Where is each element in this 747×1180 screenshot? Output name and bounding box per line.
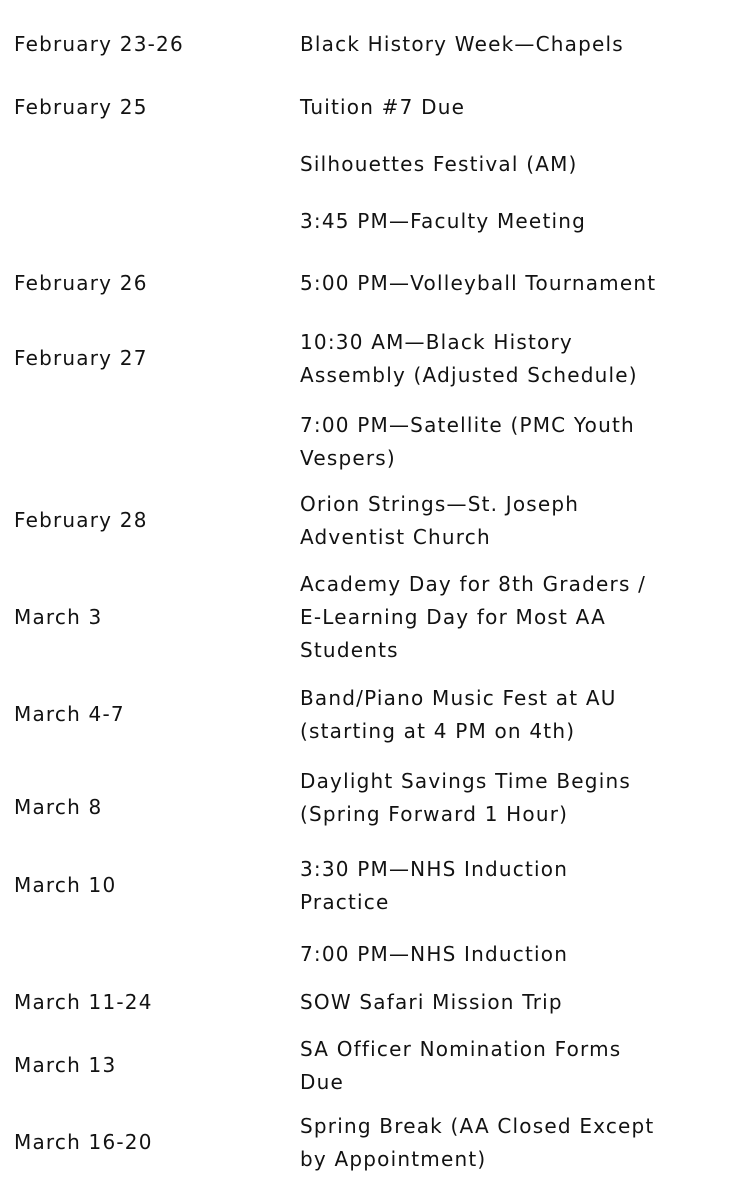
event-line: 10:30 AM—Black History xyxy=(300,329,573,354)
event-line: Orion Strings—St. Joseph xyxy=(300,491,580,516)
date-cell xyxy=(0,560,300,675)
calendar-row xyxy=(0,481,747,560)
event-line: Band/Piano Music Fest at AU xyxy=(300,685,617,710)
event-line: 5:00 PM—Volleyball Tournament xyxy=(300,270,657,295)
calendar-row xyxy=(0,841,747,930)
date-cell xyxy=(0,251,300,315)
event-line: (starting at 4 PM on 4th) xyxy=(300,718,576,743)
date-cell xyxy=(0,930,300,978)
date-cell xyxy=(0,1026,300,1105)
calendar-row xyxy=(0,754,747,841)
event-line: SOW Safari Mission Trip xyxy=(300,989,563,1014)
event-cell xyxy=(300,675,747,754)
event-cell xyxy=(300,315,747,402)
event-line: Practice xyxy=(300,889,390,914)
date-cell xyxy=(0,481,300,560)
date-label: March 16-20 xyxy=(14,1130,153,1154)
date-label: March 10 xyxy=(14,873,117,897)
event-line: (Spring Forward 1 Hour) xyxy=(300,801,569,826)
event-line: Academy Day for 8th Graders / xyxy=(300,572,647,596)
date-label: March 13 xyxy=(14,1053,117,1077)
event-line: by Appointment) xyxy=(300,1146,487,1171)
calendar-row xyxy=(0,77,747,137)
calendar-row xyxy=(0,251,747,315)
event-line: Assembly (Adjusted Schedule) xyxy=(300,362,638,387)
date-cell xyxy=(0,841,300,930)
date-label: February 26 xyxy=(14,270,148,295)
event-line: E-Learning Day for Most AA xyxy=(300,605,606,629)
event-line: 3:30 PM—NHS Induction xyxy=(300,856,569,881)
event-cell xyxy=(300,560,747,675)
calendar-row xyxy=(0,675,747,754)
event-cell xyxy=(300,191,747,251)
event-cell xyxy=(300,77,747,137)
date-cell xyxy=(0,191,300,251)
event-cell xyxy=(300,251,747,315)
event-cell xyxy=(300,841,747,930)
date-cell xyxy=(0,137,300,191)
event-cell xyxy=(300,481,747,560)
date-label: March 11-24 xyxy=(14,989,153,1014)
date-label: February 28 xyxy=(14,508,148,532)
event-line: 7:00 PM—NHS Induction xyxy=(300,941,569,966)
event-cell xyxy=(300,137,747,191)
event-cell xyxy=(300,754,747,841)
calendar-row xyxy=(0,0,747,77)
event-cell xyxy=(300,930,747,978)
date-cell xyxy=(0,978,300,1026)
event-cell xyxy=(300,978,747,1026)
date-label: February 23-26 xyxy=(14,32,184,56)
event-cell xyxy=(300,1026,747,1105)
calendar-row xyxy=(0,560,747,675)
event-line: Vespers) xyxy=(300,445,396,470)
date-label: March 3 xyxy=(14,605,103,629)
event-line: Black History Week—Chapels xyxy=(300,32,624,56)
date-cell xyxy=(0,77,300,137)
event-line: Silhouettes Festival (AM) xyxy=(300,151,578,176)
event-line: Spring Break (AA Closed Except xyxy=(300,1113,655,1138)
date-cell xyxy=(0,0,300,77)
calendar-row xyxy=(0,315,747,402)
event-line: Due xyxy=(300,1069,344,1094)
calendar-row xyxy=(0,191,747,251)
event-line: Students xyxy=(300,638,399,662)
event-line: 3:45 PM—Faculty Meeting xyxy=(300,208,587,233)
event-line: Tuition #7 Due xyxy=(300,94,466,119)
date-label: February 25 xyxy=(14,94,148,119)
event-line: Daylight Savings Time Begins xyxy=(300,768,631,793)
date-cell xyxy=(0,315,300,402)
date-label: March 4-7 xyxy=(14,702,125,726)
event-line: 7:00 PM—Satellite (PMC Youth xyxy=(300,412,635,437)
event-line: Adventist Church xyxy=(300,524,491,549)
calendar-row xyxy=(0,1026,747,1105)
event-cell xyxy=(300,1105,747,1180)
event-cell xyxy=(300,0,747,77)
calendar-row xyxy=(0,1105,747,1180)
date-cell xyxy=(0,1105,300,1180)
calendar-row xyxy=(0,978,747,1026)
date-label: February 27 xyxy=(14,346,148,370)
date-cell xyxy=(0,402,300,481)
event-line: SA Officer Nomination Forms xyxy=(300,1036,622,1061)
date-label: March 8 xyxy=(14,795,103,819)
calendar-row xyxy=(0,137,747,191)
calendar-row xyxy=(0,402,747,481)
date-cell xyxy=(0,675,300,754)
event-cell xyxy=(300,402,747,481)
calendar-row xyxy=(0,930,747,978)
date-cell xyxy=(0,754,300,841)
